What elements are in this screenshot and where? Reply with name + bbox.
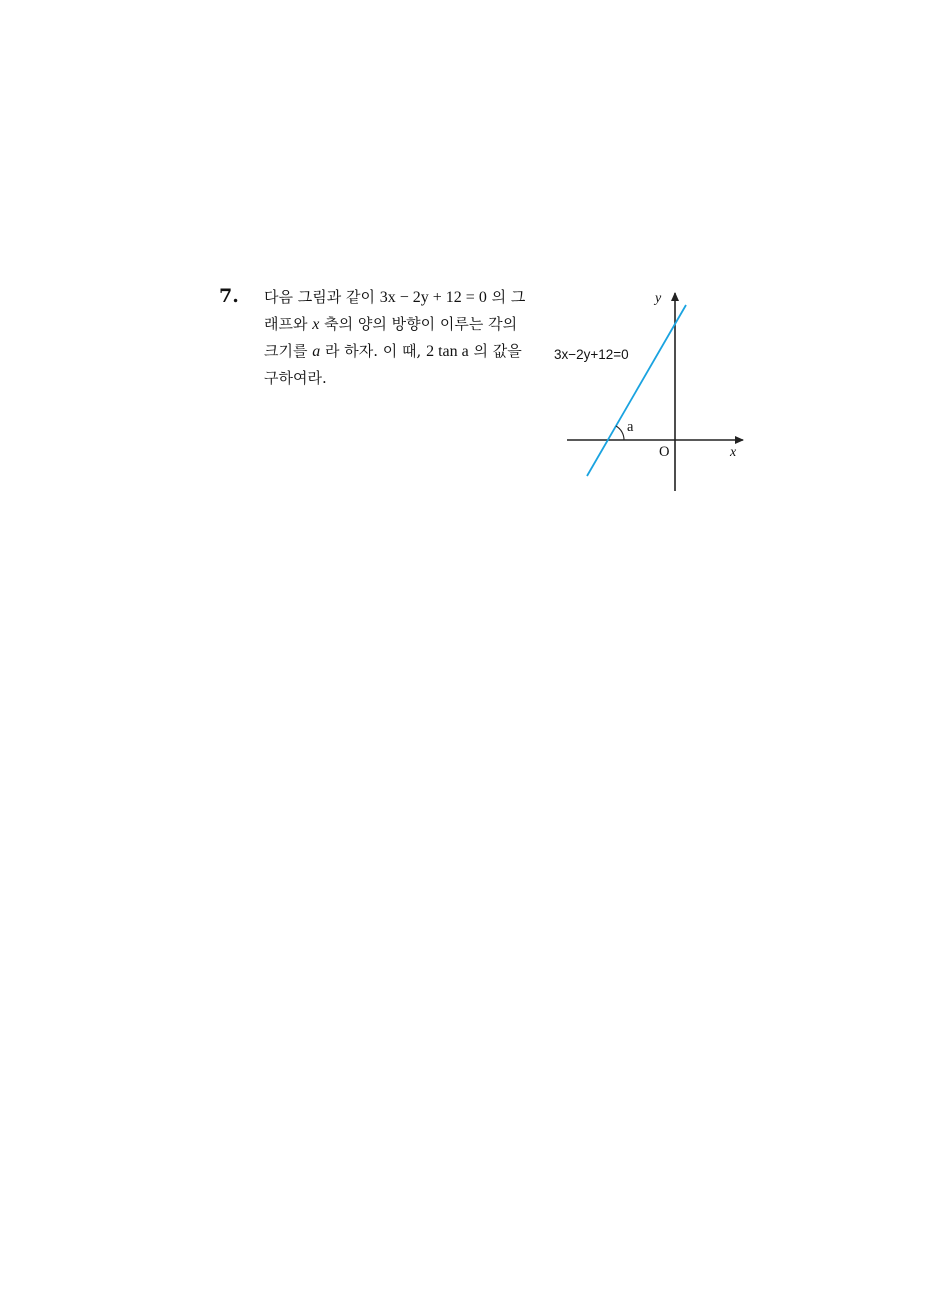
- problem-line-2: [264, 311, 539, 338]
- problem-line-3: [264, 338, 539, 365]
- problem-line-3-text-a: 크기를: [264, 342, 313, 360]
- equation-label: 3x−2y+12=0: [554, 347, 629, 362]
- problem-line-4: 구하여라.: [264, 369, 327, 387]
- problem-number: 7.: [219, 285, 239, 307]
- problem-text: [264, 284, 539, 391]
- problem-line-3-text-b: 라 하자. 이 때,: [320, 342, 427, 360]
- problem-line-2-text-a: 래프와: [264, 315, 313, 333]
- origin-label: O: [659, 444, 670, 460]
- problem-line-1: [264, 284, 539, 311]
- variable-a: a: [312, 343, 321, 360]
- x-axis-label: x: [730, 445, 737, 460]
- graph-line: [587, 305, 686, 476]
- y-axis-label: y: [655, 291, 662, 306]
- problem-line-3-text-c: 의 값을: [468, 342, 522, 360]
- equation-inline: 3x − 2y + 12 = 0: [379, 289, 487, 306]
- variable-x: x: [312, 316, 320, 333]
- problem-line-1-text-a: 다음 그림과 같이: [264, 288, 380, 306]
- graph-figure: [545, 285, 755, 500]
- tan-expression: 2 tan a: [426, 343, 469, 360]
- problem-line-2-text-b: 축의 양의 방향이 이루는 각의: [319, 315, 518, 333]
- angle-arc: [616, 426, 624, 440]
- problem-line-1-text-b: 의 그: [486, 288, 526, 306]
- angle-label: a: [627, 419, 634, 435]
- graph-svg: [545, 285, 755, 500]
